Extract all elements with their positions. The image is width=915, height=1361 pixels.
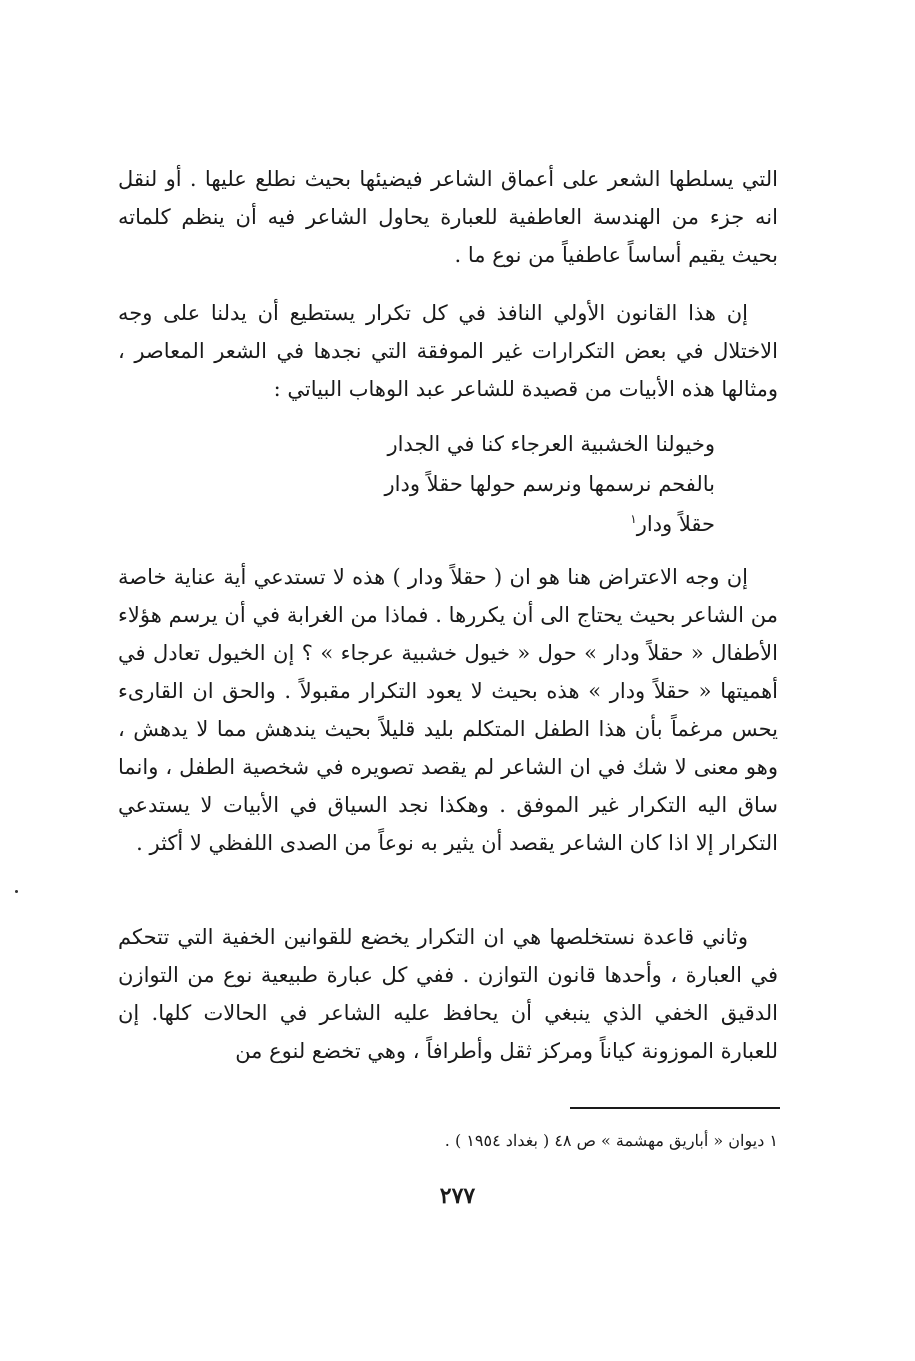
paragraph-4-text: وثاني قاعدة نستخلصها هي ان التكرار يخضع للقوانين الخفية التي تتحكم في العبارة ، وأحدها قانون التوازن . ففي كل عبارة طبيعية نوع من التوازن الدقيق الخفي الذي ينبغي أن يحافظ عليه الشاعر في الحالات كلها. إن للعبارة الموزونة كياناً ومركز ثقل وأطرافاً ، وهي تخضع لنوع من [118,925,778,1063]
poem-line-2: بالفحم نرسمها ونرسم حولها حقلاً ودار [384,472,715,496]
paragraph-3 [118,558,778,862]
footnote-marker: ١ [630,512,637,526]
paragraph-1 [118,160,778,274]
scan-speck [15,890,18,893]
paragraph-3-text: إن وجه الاعتراض هنا هو ان ( حقلاً ودار ) هذه لا تستدعي أية عناية خاصة من الشاعر بحيث يحتاج الى أن يكررها . فماذا من الغرابة في أن يرسم هؤلاء الأطفال « حقلاً ودار » حول « خيول خشبية عرجاء » ؟ إن الخيول تعادل في أهميتها « حقلاً ودار » هذه بحيث لا يعود التكرار مقبولاً . والحق ان القارىء يحس مرغماً بأن هذا الطفل المتكلم بليد قليلاً بحيث يندهش مما لا يدهش ، وهو معنى لا شك في ان الشاعر لم يقصد تصويره في شخصية الطفل ، وانما ساق اليه التكرار غير الموفق . وهكذا نجد السياق في الأبيات لا يستدعي التكرار إلا اذا كان الشاعر يقصد أن يثير به نوعاً من الصدى اللفظي لا أكثر . [118,565,778,855]
poem-line-3-text: حقلاً ودار [636,512,715,536]
paragraph-2-text: إن هذا القانون الأولي النافذ في كل تكرار يستطيع أن يدلنا على وجه الاختلال في بعض التكرارات غير الموفقة التي نجدها في الشعر المعاصر ، ومثالها هذه الأبيات من قصيدة للشاعر عبد الوهاب البياتي : [118,301,778,401]
poem-quote [315,424,715,544]
paragraph-2 [118,294,778,408]
poem-line-1: وخيولنا الخشبية العرجاء كنا في الجدار [387,432,715,456]
poem-line-3 [315,504,715,544]
paragraph-4 [118,918,778,1070]
footnote: ١ ديوان « أباريق مهشمة » ص ٤٨ ( بغداد ١٩٥٤ ) . [444,1131,778,1150]
paragraph-1-text: التي يسلطها الشعر على أعماق الشاعر فيضيئها بحيث نطلع عليها . أو لنقل انه جزء من الهندسة العاطفية للعبارة يحاول الشاعر فيه أن ينظم كلماته بحيث يقيم أساساً عاطفياً من نوع ما . [118,167,778,267]
footnote-divider [570,1107,780,1109]
page-number: ٢٧٧ [439,1183,476,1209]
